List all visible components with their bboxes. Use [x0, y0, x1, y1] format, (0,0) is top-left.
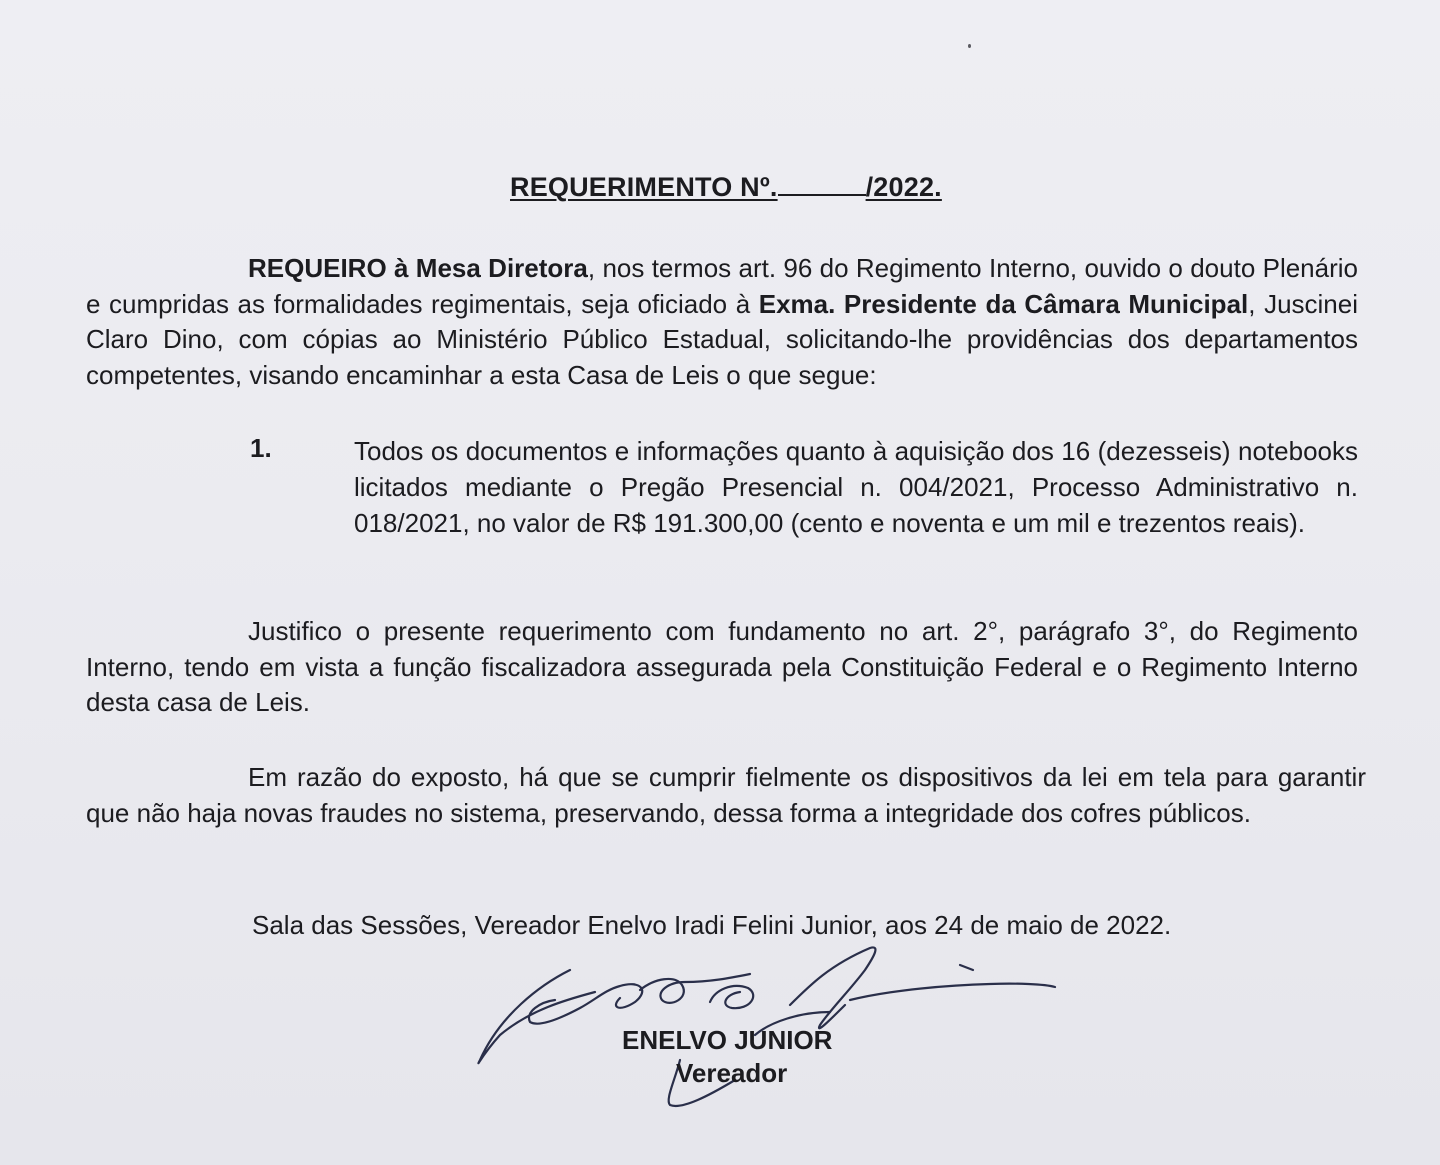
ink-speck	[968, 44, 971, 48]
intro-bold-mid: Exma. Presidente da Câmara Municipal	[758, 288, 1249, 319]
signer-role: Vereador	[676, 1058, 788, 1088]
justification-paragraph	[86, 614, 1358, 721]
conclusion-paragraph	[86, 760, 1366, 831]
intro-text-1: , nos termos art. 96 do Regimento Interno, ouvido o douto Plenário e cumpridas as formalidades regimentais, seja oficiado à	[86, 253, 1358, 319]
conclusion-text: Em razão do exposto, há que se cumprir fielmente os dispositivos da lei em tela para garantir que não haja novas fraudes no sistema, preservando, dessa forma a integridade dos cofres públicos.	[86, 762, 1366, 828]
signer-name: ENELVO JUNIOR	[622, 1025, 833, 1055]
item-number: 1.	[250, 433, 272, 463]
title-suffix: /2022.	[865, 172, 942, 202]
title-prefix: REQUERIMENTO Nº.	[510, 172, 778, 202]
justification-text: Justifico o presente requerimento com fundamento no art. 2°, parágrafo 3°, do Regimento Interno, tendo em vista a função fiscalizadora assegurada pela Constituição Federal e o Regimento Interno desta casa de Leis.	[86, 616, 1358, 717]
item-text: Todos os documentos e informações quanto à aquisição dos 16 (dezesseis) notebooks licitados mediante o Pregão Presencial n. 004/2021, Processo Administrativo n. 018/2021, no valor de R$ 191.300,00 (cento e noventa e um mil e trezentos reais).	[354, 436, 1358, 538]
closing-line: Sala das Sessões, Vereador Enelvo Iradi Felini Junior, aos 24 de maio de 2022.	[252, 910, 1172, 940]
document-title	[510, 172, 942, 203]
intro-bold-lead: REQUEIRO à Mesa Diretora	[248, 253, 588, 283]
title-number-blank	[778, 194, 866, 196]
intro-paragraph	[86, 251, 1358, 393]
intro-text-2: , Juscinei Claro Dino, com cópias ao Ministério Público Estadual, solicitando-lhe providências dos departamentos competentes, visando encaminhar a esta Casa de Leis o que segue:	[86, 288, 1359, 390]
